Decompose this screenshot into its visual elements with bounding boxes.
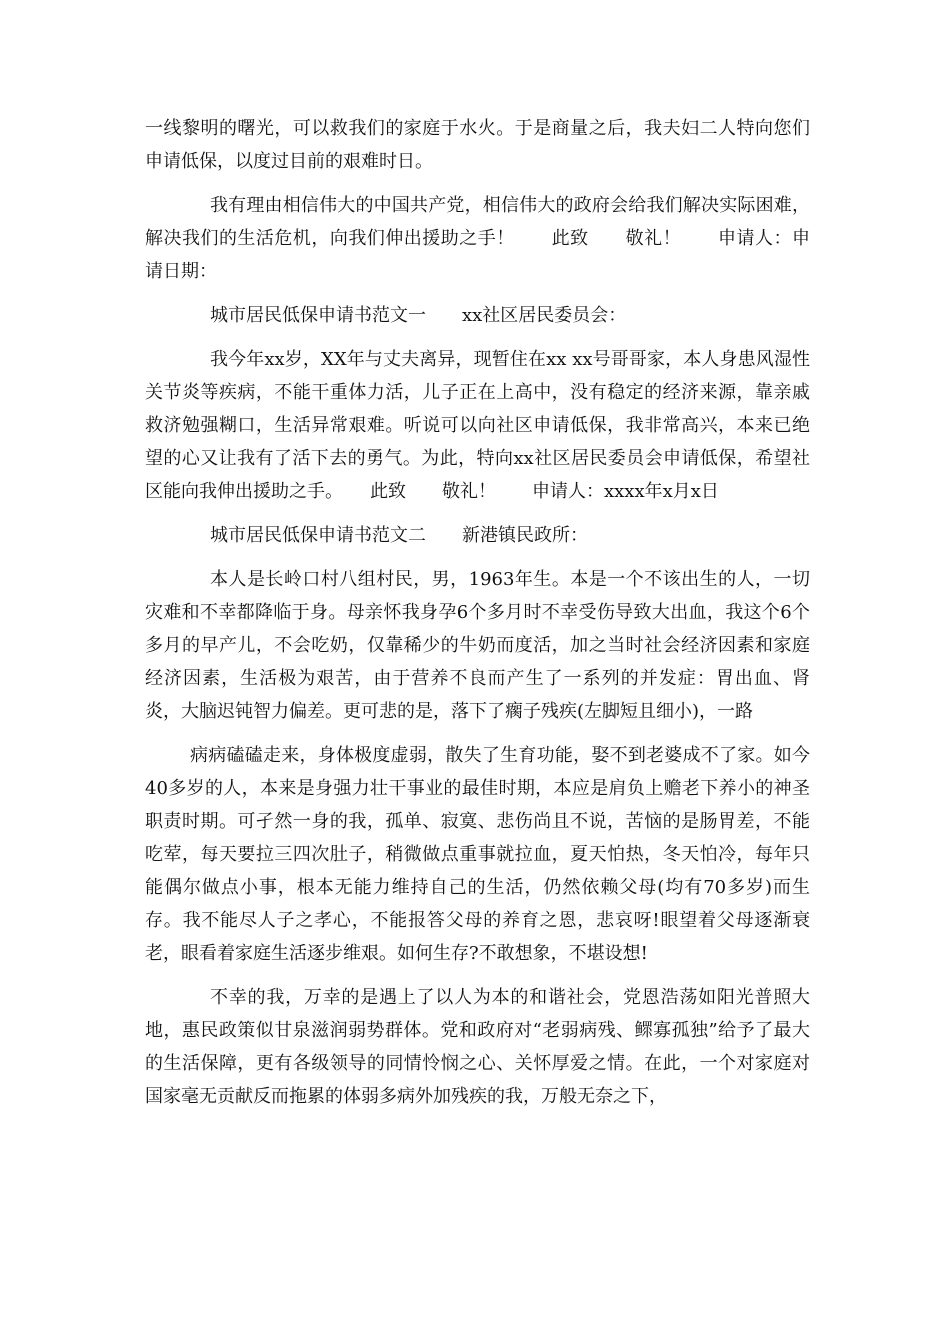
sample-one-heading: 城市居民低保申请书范文一 xx社区居民委员会： <box>210 305 627 326</box>
sample-two-hardship: 病病磕磕走来，身体极度虚弱，散失了生育功能，娶不到老婆成不了家。如今40多岁的人，本来是身强力壮干事业的最佳时期，本应是肩负上赡老下养小的神圣职责时期。可孑然一身的我，孤单、寂寞、悲伤尚且不说，苦恼的是肠胃差，不能吃荤，每天要拉三四次肚子，稍微做点重事就拉血，夏天怕热，冬天怕冷，每年只能偶尔做点小事，根本无能力维持自己的生活，仍然依赖父母(均有70多岁)而生存。我不能尽人子之孝心，不能报答父母的养育之恩，悲哀呀!眼望着父母逐渐衰老，眼看着家庭生活逐步维艰。如何生存?不敢想象，不堪设想! <box>145 745 810 964</box>
paragraph-continuation: 一线黎明的曙光，可以救我们的家庭于水火。于是商量之后，我夫妇二人特向您们申请低保，以度过目前的艰难时日。 <box>145 118 810 172</box>
paragraph-trust-statement: 我有理由相信伟大的中国共产党，相信伟大的政府会给我们解决实际困难，解决我们的生活危机，向我们伸出援助之手！ 此致 敬礼！ 申请人：申请日期： <box>145 195 810 282</box>
sample-one-body: 我今年xx岁，XX年与丈夫离异，现暂住在xx xx号哥哥家，本人身患风湿性关节炎等疾病，不能干重体力活，儿子正在上高中，没有稳定的经济来源，靠亲戚救济勉强糊口，生活异常艰难。听说可以向社区申请低保，我非常高兴，本来已绝望的心又让我有了活下去的勇气。为此，特向xx社区居民委员会申请低保，希望社区能向我伸出援助之手。 此致 敬礼！ 申请人：xxxx年x月x日 <box>145 349 810 502</box>
sample-two-intro: 本人是长岭口村八组村民，男，1963年生。本是一个不该出生的人，一切灾难和不幸都降临于身。母亲怀我身孕6个多月时不幸受伤导致大出血，我这个6个多月的早产儿，不会吃奶，仅靠稀少的牛奶而度活，加之当时社会经济因素和家庭经济因素，生活极为艰苦，由于营养不良而产生了一系列的并发症：胃出血、肾炎，大脑迟钝智力偏差。更可悲的是，落下了瘸子残疾(左脚短且细小)，一路 <box>145 569 810 722</box>
sample-two-heading: 城市居民低保申请书范文二 新港镇民政所： <box>210 525 588 546</box>
sample-two-gratitude: 不幸的我，万幸的是遇上了以人为本的和谐社会，党恩浩荡如阳光普照大地，惠民政策似甘泉滋润弱势群体。党和政府对“老弱病残、鳏寡孤独”给予了最大的生活保障，更有各级领导的同情怜悯之心、关怀厚爱之情。在此，一个对家庭对国家毫无贡献反而拖累的体弱多病外加残疾的我，万般无奈之下， <box>145 987 810 1107</box>
document-body <box>145 112 810 1113</box>
